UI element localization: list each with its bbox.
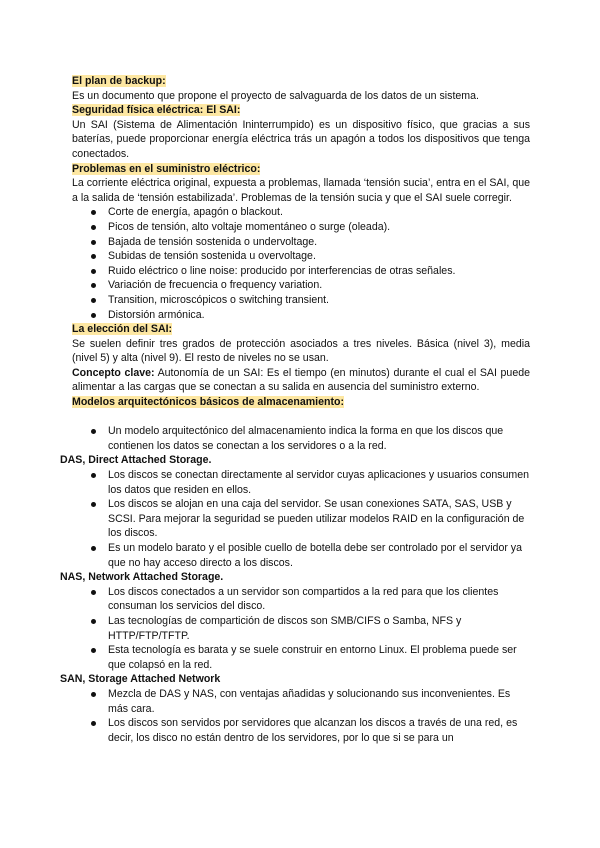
list-item: Subidas de tensión sostenida u overvoltage. xyxy=(72,249,530,264)
heading-seguridad: Seguridad física eléctrica: El SAI: xyxy=(72,104,241,117)
list-item: Un modelo arquitectónico del almacenamiento indica la forma en que los discos que contienen los datos se conectan a los servidores o a la red. xyxy=(72,424,530,453)
list-item: Corte de energía, apagón o blackout. xyxy=(72,205,530,220)
text-eleccion: Se suelen definir tres grados de protección asociados a tres niveles. Básica (nivel 3), media (nivel 5) y alta (nivel 9). El resto de niveles no se usan. xyxy=(72,337,530,365)
concept-key xyxy=(72,366,530,395)
concept-label: Concepto clave: xyxy=(72,366,155,379)
list-san xyxy=(72,687,530,745)
das-title: DAS, Direct Attached Storage. xyxy=(60,454,212,467)
list-item: Picos de tensión, alto voltaje momentáneo o surge (oleada). xyxy=(72,220,530,235)
list-item: Es un modelo barato y el posible cuello de botella debe ser controlado por el servidor ya que no hay acceso directo a los discos. xyxy=(72,541,530,570)
list-modelos-intro xyxy=(72,424,530,453)
list-item: Distorsión armónica. xyxy=(72,308,530,323)
heading-backup: El plan de backup: xyxy=(72,75,166,87)
list-item: Bajada de tensión sostenida o undervoltage. xyxy=(72,235,530,250)
text-backup: Es un documento que propone el proyecto de salvaguarda de los datos de un sistema. xyxy=(72,89,479,102)
heading-modelos: Modelos arquitectónicos básicos de almacenamiento: xyxy=(72,396,344,409)
heading-problemas: Problemas en el suministro eléctrico: xyxy=(72,162,261,175)
san-title: SAN, Storage Attached Network xyxy=(60,673,221,686)
list-item: Los discos son servidos por servidores que alcanzan los discos a través de una red, es decir, los disco no están dentro de los servidores, por lo que si se para un xyxy=(72,716,530,745)
list-item: Ruido eléctrico o line noise: producido por interferencias de otras señales. xyxy=(72,264,530,279)
spacer xyxy=(72,410,530,425)
text-problemas: La corriente eléctrica original, expuesta a problemas, llamada ‘tensión sucia’, entra en el SAI, que a la salida de ‘tensión estabilizada’. Problemas de la tensión sucia y que el SAI suele corregir. xyxy=(72,177,530,204)
list-item: Los discos se alojan en una caja del servidor. Se usan conexiones SATA, SAS, USB y SCSI. Para mejorar la seguridad se pueden utilizar modelos RAID en la configuración de los discos. xyxy=(72,497,530,541)
list-item: Los discos se conectan directamente al servidor cuyas aplicaciones y usuarios consumen los datos que residen en ellos. xyxy=(72,468,530,497)
heading-eleccion: La elección del SAI: xyxy=(72,323,173,336)
list-item: Transition, microscópicos o switching transient. xyxy=(72,293,530,308)
list-item: Variación de frecuencia o frequency variation. xyxy=(72,278,530,293)
list-item: Los discos conectados a un servidor son compartidos a la red para que los clientes consuman los servicios del disco. xyxy=(72,585,530,614)
list-problemas xyxy=(72,205,530,322)
list-item: Las tecnologías de compartición de discos son SMB/CIFS o Samba, NFS y HTTP/FTP/TFTP. xyxy=(72,614,530,643)
list-das xyxy=(72,468,530,570)
text-seguridad: Un SAI (Sistema de Alimentación Ininterrumpido) es un dispositivo físico, que gracias a sus baterías, puede proporcionar energía eléctrica trás un apagón a todos los dispositivos que tenga conectados. xyxy=(72,118,530,160)
list-item: Esta tecnología es barata y se suele construir en entorno Linux. El problema puede ser que colapsó en la red. xyxy=(72,643,530,672)
nas-title: NAS, Network Attached Storage. xyxy=(60,571,224,584)
concept-text: Autonomía de un SAI: Es el tiempo (en minutos) durante el cual el SAI puede alimentar a las cargas que se conectan a su salida en ausencia del suministro externo. xyxy=(72,366,530,394)
list-item: Mezcla de DAS y NAS, con ventajas añadidas y solucionando sus inconvenientes. Es más cara. xyxy=(72,687,530,716)
list-nas xyxy=(72,585,530,673)
